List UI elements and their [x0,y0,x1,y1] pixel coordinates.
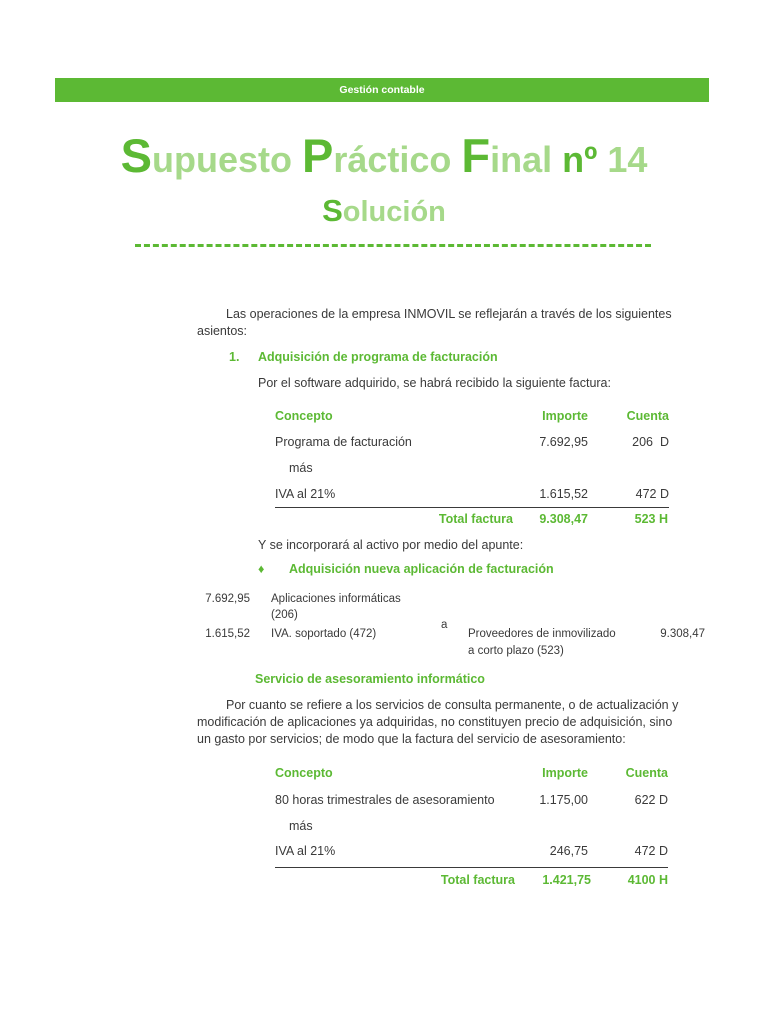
invoice1-total-rule [275,507,669,508]
invoice2-row2-concept: más [289,819,313,833]
intro-line-1: Las operaciones de la empresa INMOVIL se reflejarán a través de los siguientes [226,307,672,321]
page-title [0,128,768,183]
invoice1-row1-amount: 7.692,95 [539,435,588,449]
title-w1-cap: S [120,129,152,182]
entry1-debit2-amount: 1.615,52 [205,628,250,640]
invoice1-header-account: Cuenta [626,409,669,423]
section1-number: 1. [229,350,240,364]
title-w5: 14 [607,139,648,180]
entry1-heading: Adquisición nueva aplicación de facturación [289,562,554,576]
invoice2-header-amount: Importe [542,766,588,780]
invoice2-header-account: Cuenta [625,766,668,780]
title-w2-cap: P [301,129,334,182]
invoice1-row1-account: 206 D [632,435,669,449]
invoice2-total-rule [275,867,668,868]
entry1-debit1-amount: 7.692,95 [205,593,250,605]
title-w2-rest: ráctico [333,139,452,180]
invoice2-total-amount: 1.421,75 [542,873,591,887]
invoice1-total-label: Total factura [438,512,513,526]
title-divider [135,244,651,247]
entry1-debit1-line1: Aplicaciones informáticas [271,593,401,605]
invoice2-total-account: 4100 H [627,873,668,887]
invoice2-row3-amount: 246,75 [549,844,588,858]
entry1-credit-line2: a corto plazo (523) [468,645,564,657]
section1-heading: Adquisición de programa de facturación [258,350,498,364]
entry1-intro: Y se incorporará al activo por medio del apunte: [258,538,524,552]
section2-line-1: Por cuanto se refiere a los servicios de consulta permanente, o de actualización y [226,698,679,712]
title-w1-rest: upuesto [151,139,292,180]
entry1-debit2-line1: IVA. soportado (472) [271,628,377,640]
subtitle-cap: S [322,193,343,228]
page-subtitle [0,193,768,229]
invoice1-header-concept: Concepto [275,409,333,423]
title-w3-cap: F [461,129,491,182]
invoice1-row3-concept: IVA al 21% [275,487,336,501]
invoice2-row3-concept: IVA al 21% [275,844,336,858]
invoice1-row3-amount: 1.615,52 [539,487,588,501]
invoice2-row1-amount: 1.175,00 [539,793,588,807]
invoice1-header-amount: Importe [542,409,588,423]
invoice2-row3-account: 472 D [634,844,668,858]
entry1-credit-amount: 9.308,47 [660,628,705,640]
invoice2-total-label: Total factura [440,873,515,887]
title-w4: nº [562,139,598,180]
entry1-debit1-line2: (206) [271,609,298,621]
title-w3-rest: inal [490,139,553,180]
invoice1-row3-account: 472 D [635,487,669,501]
diamond-bullet-icon: ♦ [258,562,265,576]
invoice1-row1-concept: Programa de facturación [275,435,412,449]
entry1-connector: a [441,619,448,631]
invoice1-total-account: 523 H [634,512,668,526]
subtitle-rest: olución [342,196,446,228]
section2-line-2: modificación de aplicaciones ya adquiridas, no constituyen precio de adquisición, sino [197,715,673,729]
invoice1-total-amount: 9.308,47 [539,512,588,526]
section-banner [55,78,709,102]
invoice2-row1-account: 622 D [634,793,668,807]
section2-heading: Servicio de asesoramiento informático [255,672,485,686]
entry1-credit-line1: Proveedores de inmovilizado [468,628,616,640]
section2-line-3: un gasto por servicios; de modo que la factura del servicio de asesoramiento: [197,732,626,746]
banner-text: Gestión contable [339,84,425,96]
intro-line-2: asientos: [197,324,248,338]
section1-text: Por el software adquirido, se habrá recibido la siguiente factura: [258,376,611,390]
invoice2-header-concept: Concepto [275,766,333,780]
invoice1-row2-concept: más [289,461,313,475]
invoice2-row1-concept: 80 horas trimestrales de asesoramiento [275,793,495,807]
